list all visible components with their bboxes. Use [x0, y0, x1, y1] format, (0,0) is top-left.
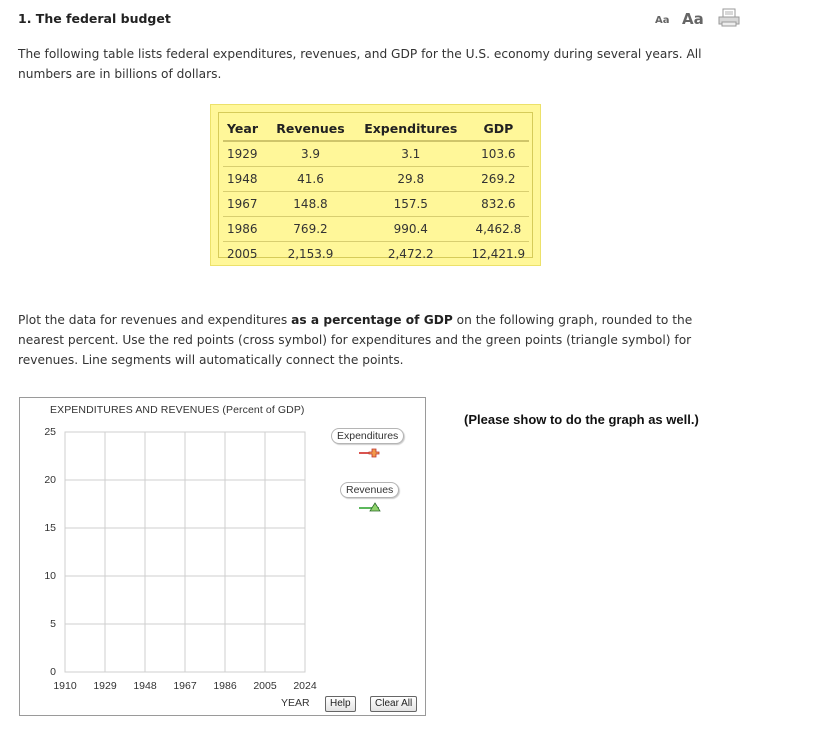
cell-revenues: 41.6	[267, 167, 354, 192]
table-row	[223, 217, 529, 242]
legend-expenditures: Expenditures	[331, 428, 404, 444]
y-tick-label: 15	[44, 522, 56, 534]
decrease-text-size-button[interactable]: Aa	[655, 15, 670, 26]
x-tick-label: 1986	[213, 680, 237, 692]
cell-year: 1929	[223, 141, 267, 167]
intro-paragraph: The following table lists federal expenditures, revenues, and GDP for the U.S. economy during several years. All numbers are in billions of dollars.	[18, 47, 702, 81]
question-title: 1. The federal budget	[18, 11, 171, 26]
instructions-text-1: Plot the data for revenues and expenditures	[18, 313, 292, 327]
help-button[interactable]: Help	[325, 696, 356, 712]
data-table-panel	[210, 104, 541, 266]
cell-gdp: 103.6	[468, 141, 529, 167]
cell-year: 1948	[223, 167, 267, 192]
x-tick-label: 1967	[173, 680, 197, 692]
legend-revenues: Revenues	[340, 482, 399, 498]
expenditures-marker-tool[interactable]	[358, 444, 382, 463]
x-tick-label: 1929	[93, 680, 117, 692]
table-row	[223, 167, 529, 192]
x-tick-label: 1910	[53, 680, 77, 692]
table-row	[223, 192, 529, 217]
revenues-marker-tool[interactable]	[358, 498, 382, 517]
increase-text-size-button[interactable]: Aa	[682, 10, 704, 28]
cell-expenditures: 29.8	[354, 167, 468, 192]
cell-revenues: 148.8	[267, 192, 354, 217]
budget-table	[223, 117, 529, 266]
cell-gdp: 4,462.8	[468, 217, 529, 242]
clear-all-button[interactable]: Clear All	[370, 696, 417, 712]
x-tick-label: 2024	[293, 680, 317, 692]
header-year: Year	[223, 117, 267, 141]
x-tick-label: 1948	[133, 680, 157, 692]
y-tick-label: 5	[50, 618, 56, 630]
cell-expenditures: 990.4	[354, 217, 468, 242]
cell-year: 2005	[227, 247, 258, 261]
y-tick-label: 25	[44, 426, 56, 438]
cell-expenditures: 2,472.2	[387, 247, 434, 261]
user-note: (Please show to do the graph as well.)	[464, 412, 699, 427]
table-row	[223, 242, 529, 267]
graph-title: EXPENDITURES AND REVENUES (Percent of GDP)	[50, 404, 305, 416]
x-axis-label: YEAR	[281, 697, 310, 709]
x-tick-label: 2005	[253, 680, 277, 692]
cell-year: 1967	[223, 192, 267, 217]
instructions-text-2: on the following graph, rounded to the nearest percent. Use the red points (cross symbol) for expenditures and the green points (triangle symbol) for revenues. Line segments will automatically connect the points.	[18, 313, 693, 367]
cell-revenues: 3.9	[267, 141, 354, 167]
y-tick-label: 20	[44, 474, 56, 486]
header-expenditures: Expenditures	[354, 117, 468, 141]
cell-revenues: 2,153.9	[287, 247, 334, 261]
print-icon[interactable]	[718, 8, 740, 32]
cell-gdp: 12,421.9	[471, 247, 526, 261]
instructions-emphasis: as a percentage of GDP	[291, 313, 453, 327]
header-gdp: GDP	[468, 117, 529, 141]
y-tick-label: 10	[44, 570, 56, 582]
cell-revenues: 769.2	[267, 217, 354, 242]
cell-gdp: 269.2	[468, 167, 529, 192]
table-row	[223, 141, 529, 167]
instructions-paragraph	[18, 310, 738, 370]
cell-year: 1986	[223, 217, 267, 242]
header-revenues: Revenues	[267, 117, 354, 141]
y-tick-label: 0	[50, 666, 56, 678]
cell-expenditures: 3.1	[354, 141, 468, 167]
cell-gdp: 832.6	[468, 192, 529, 217]
cell-expenditures: 157.5	[354, 192, 468, 217]
